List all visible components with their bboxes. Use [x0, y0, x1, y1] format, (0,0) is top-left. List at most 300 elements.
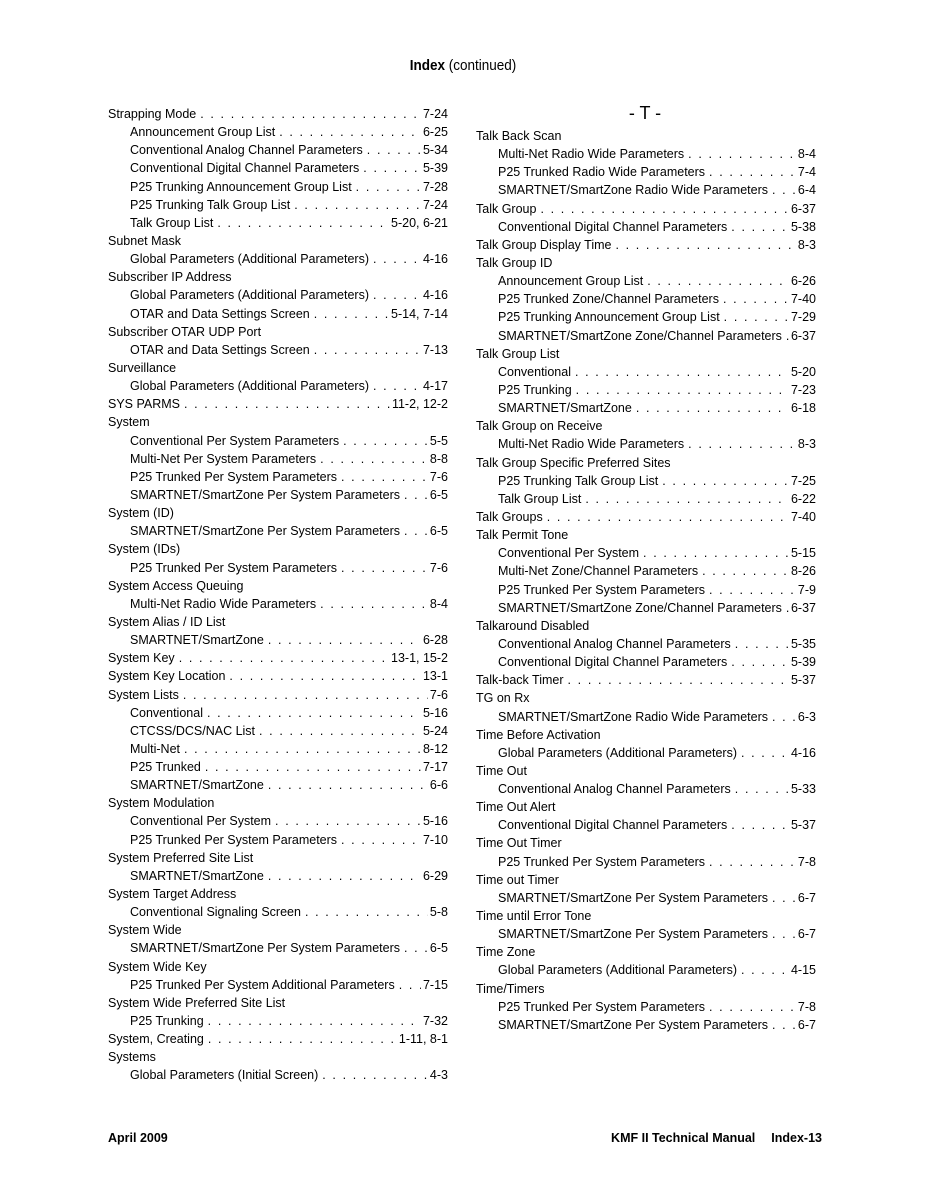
dot-leader — [786, 599, 789, 617]
index-subentry — [108, 559, 448, 577]
dot-leader — [404, 939, 428, 957]
entry-page-ref: 5-15 — [790, 546, 816, 561]
dot-leader — [320, 450, 428, 468]
index-subentry — [108, 214, 448, 232]
entry-term: P25 Trunked Per System Parameters — [498, 582, 706, 597]
entry-term: System (IDs) — [108, 542, 181, 557]
entry-page-ref: 5-5 — [429, 433, 448, 448]
dot-leader — [575, 363, 789, 381]
index-subentry — [108, 903, 448, 921]
index-column-left — [108, 105, 448, 1085]
dot-leader — [731, 816, 789, 834]
dot-leader — [709, 163, 796, 181]
dot-leader — [279, 123, 421, 141]
entry-term: OTAR and Data Settings Screen — [130, 306, 310, 321]
index-subentry — [476, 653, 816, 671]
dot-leader — [268, 631, 421, 649]
index-subentry — [476, 435, 816, 453]
entry-term: Time/Timers — [476, 981, 545, 996]
entry-term: SYS PARMS — [108, 397, 181, 412]
index-subentry — [108, 758, 448, 776]
entry-term: P25 Trunking — [498, 382, 572, 397]
dot-leader — [207, 704, 421, 722]
entry-term: Conventional Analog Channel Parameters — [498, 782, 731, 797]
dot-leader — [179, 649, 389, 667]
entry-page-ref: 7-8 — [797, 854, 816, 869]
index-subentry — [108, 740, 448, 758]
index-entry — [476, 508, 816, 526]
dot-leader — [636, 399, 789, 417]
entry-page-ref: 7-9 — [797, 582, 816, 597]
dot-leader — [772, 889, 796, 907]
entry-term: Global Parameters (Additional Parameters) — [130, 252, 369, 267]
entry-term: Time Zone — [476, 945, 536, 960]
entry-page-ref: 5-37 — [790, 673, 816, 688]
entry-page-ref: 6-5 — [429, 941, 448, 956]
entry-page-ref: 4-3 — [429, 1068, 448, 1083]
entry-page-ref: 6-7 — [797, 927, 816, 942]
entry-term: Global Parameters (Additional Parameters) — [130, 379, 369, 394]
dot-leader — [399, 976, 421, 994]
entry-term: P25 Trunking Announcement Group List — [130, 179, 352, 194]
index-subentry — [476, 744, 816, 762]
entry-term: Global Parameters (Additional Parameters) — [130, 288, 369, 303]
entry-term: Time Out — [476, 763, 527, 778]
entry-term: SMARTNET/SmartZone Per System Parameters — [130, 487, 400, 502]
index-subentry — [476, 599, 816, 617]
dot-leader — [647, 272, 789, 290]
index-entry — [108, 994, 448, 1012]
index-subentry — [108, 631, 448, 649]
entry-term: System Access Queuing — [108, 578, 244, 593]
entry-term: TG on Rx — [476, 691, 530, 706]
footer-manual-title: KMF II Technical Manual — [611, 1131, 756, 1145]
index-entry — [476, 871, 816, 889]
entry-term: Multi-Net Radio Wide Parameters — [498, 437, 685, 452]
dot-leader — [723, 290, 789, 308]
entry-page-ref: 4-17 — [422, 379, 448, 394]
dot-leader — [356, 178, 421, 196]
index-subentry — [476, 708, 816, 726]
index-subentry — [108, 812, 448, 830]
entry-term: P25 Trunked Per System Parameters — [498, 999, 706, 1014]
dot-leader — [772, 708, 796, 726]
entry-term: Conventional Digital Channel Parameters — [498, 219, 728, 234]
footer-date: April 2009 — [108, 1131, 168, 1145]
entry-page-ref: 7-40 — [790, 509, 816, 524]
entry-term: P25 Trunked Per System Parameters — [130, 560, 338, 575]
entry-page-ref: 7-15 — [422, 977, 448, 992]
entry-page-ref: 8-12 — [422, 741, 448, 756]
entry-term: Time out Timer — [476, 872, 559, 887]
entry-page-ref: 5-39 — [790, 655, 816, 670]
index-entry — [108, 413, 448, 431]
entry-term: Time until Error Tone — [476, 909, 592, 924]
entry-page-ref: 4-16 — [422, 252, 448, 267]
index-entry — [108, 686, 448, 704]
entry-term: P25 Trunking Announcement Group List — [498, 310, 720, 325]
entry-term: SMARTNET/SmartZone Zone/Channel Parameters — [498, 600, 782, 615]
entry-page-ref: 5-39 — [422, 161, 448, 176]
dot-leader — [540, 200, 789, 218]
dot-leader — [184, 740, 421, 758]
index-subentry — [476, 363, 816, 381]
dot-leader — [373, 377, 421, 395]
entry-page-ref: 8-3 — [797, 237, 816, 252]
entry-term: System Key — [108, 651, 175, 666]
entry-page-ref: 4-16 — [790, 745, 816, 760]
entry-page-ref: 8-26 — [790, 564, 816, 579]
entry-page-ref: 5-14, 7-14 — [391, 306, 448, 321]
dot-leader — [735, 780, 789, 798]
index-entry — [476, 834, 816, 852]
index-subentry — [108, 250, 448, 268]
entry-term: System Key Location — [108, 669, 226, 684]
entry-term: System (ID) — [108, 506, 174, 521]
dot-leader — [341, 559, 428, 577]
dot-leader — [615, 236, 795, 254]
dot-leader — [772, 1016, 796, 1034]
entry-term: System Wide Key — [108, 959, 207, 974]
entry-page-ref: 5-20, 6-21 — [391, 215, 448, 230]
dot-leader — [724, 308, 789, 326]
page-title-bold: Index — [409, 57, 445, 74]
dot-leader — [184, 395, 390, 413]
entry-page-ref: 7-13 — [422, 342, 448, 357]
entry-term: Subnet Mask — [108, 233, 181, 248]
entry-page-ref: 8-8 — [429, 451, 448, 466]
index-entry — [108, 849, 448, 867]
entry-term: Announcement Group List — [498, 274, 644, 289]
dot-leader — [709, 853, 796, 871]
entry-term: System Alias / ID List — [108, 614, 226, 629]
entry-page-ref: 6-7 — [797, 1017, 816, 1032]
index-entry — [108, 667, 448, 685]
entry-term: System Preferred Site List — [108, 850, 254, 865]
entry-term: P25 Trunking — [130, 1014, 204, 1029]
dot-leader — [576, 381, 789, 399]
entry-term: System Target Address — [108, 887, 237, 902]
index-entry — [476, 526, 816, 544]
entry-page-ref: 11-2, 12-2 — [391, 397, 448, 412]
entry-term: Talk Group ID — [476, 255, 553, 270]
index-entry — [108, 794, 448, 812]
index-subentry — [476, 544, 816, 562]
entry-term: System Wide Preferred Site List — [108, 995, 286, 1010]
index-entry — [108, 1030, 448, 1048]
entry-term: Global Parameters (Additional Parameters) — [498, 745, 737, 760]
index-subentry — [108, 123, 448, 141]
entry-term: Subscriber IP Address — [108, 270, 232, 285]
entry-page-ref: 7-28 — [422, 179, 448, 194]
dot-leader — [709, 581, 796, 599]
dot-leader — [268, 776, 428, 794]
dot-leader — [688, 145, 796, 163]
entry-page-ref: 6-5 — [429, 487, 448, 502]
dot-leader — [305, 903, 428, 921]
dot-leader — [322, 1066, 428, 1084]
entry-term: Systems — [108, 1050, 156, 1065]
index-entry — [108, 921, 448, 939]
index-subentry — [476, 181, 816, 199]
index-subentry — [108, 1066, 448, 1084]
entry-page-ref: 6-18 — [790, 401, 816, 416]
entry-page-ref: 8-4 — [429, 596, 448, 611]
index-subentry — [476, 218, 816, 236]
dot-leader — [772, 181, 796, 199]
index-entry — [108, 885, 448, 903]
entry-page-ref: 7-29 — [790, 310, 816, 325]
entry-page-ref: 7-6 — [429, 560, 448, 575]
dot-leader — [709, 998, 796, 1016]
index-entry — [108, 540, 448, 558]
dot-leader — [294, 196, 421, 214]
entry-term: Time Out Alert — [476, 800, 556, 815]
index-subentry — [476, 998, 816, 1016]
entry-term: Talk Group Display Time — [476, 237, 612, 252]
dot-leader — [314, 305, 389, 323]
dot-leader — [731, 653, 789, 671]
entry-page-ref: 5-24 — [422, 723, 448, 738]
index-subentry — [108, 468, 448, 486]
entry-term: P25 Trunked Per System Additional Parameters — [130, 977, 395, 992]
index-entry — [476, 671, 816, 689]
entry-term: SMARTNET/SmartZone Per System Parameters — [498, 927, 768, 942]
entry-term: SMARTNET/SmartZone Per System Parameters — [130, 941, 400, 956]
index-entry — [108, 613, 448, 631]
entry-term: SMARTNET/SmartZone Radio Wide Parameters — [498, 709, 768, 724]
index-subentry — [108, 704, 448, 722]
dot-leader — [373, 250, 421, 268]
entry-term: Surveillance — [108, 360, 177, 375]
index-entry — [108, 268, 448, 286]
entry-term: P25 Trunked Per System Parameters — [130, 469, 338, 484]
entry-term: Talk Group List — [476, 346, 560, 361]
index-subentry — [476, 562, 816, 580]
index-entry — [108, 323, 448, 341]
entry-page-ref: 6-6 — [429, 778, 448, 793]
entry-term: OTAR and Data Settings Screen — [130, 342, 310, 357]
entry-term: P25 Trunked Per System Parameters — [130, 832, 338, 847]
entry-term: SMARTNET/SmartZone Per System Parameters — [130, 524, 400, 539]
index-subentry — [108, 305, 448, 323]
index-subentry — [476, 889, 816, 907]
entry-page-ref: 5-38 — [790, 219, 816, 234]
index-subentry — [108, 432, 448, 450]
dot-leader — [205, 758, 421, 776]
dot-leader — [547, 508, 789, 526]
index-entry — [476, 617, 816, 635]
entry-page-ref: 6-28 — [422, 633, 448, 648]
entry-page-ref: 6-37 — [790, 600, 816, 615]
index-subentry — [476, 145, 816, 163]
entry-page-ref: 8-4 — [797, 147, 816, 162]
entry-term: Talk Group Specific Preferred Sites — [476, 455, 671, 470]
index-subentry — [476, 490, 816, 508]
index-subentry — [108, 595, 448, 613]
index-entries-right — [476, 127, 816, 1034]
entry-page-ref: 7-40 — [790, 292, 816, 307]
entry-page-ref: 6-37 — [790, 201, 816, 216]
index-entry — [476, 762, 816, 780]
entry-page-ref: 7-10 — [422, 832, 448, 847]
entry-page-ref: 7-4 — [797, 165, 816, 180]
dot-leader — [341, 468, 428, 486]
index-entry — [108, 1048, 448, 1066]
index-subentry — [476, 816, 816, 834]
entry-term: SMARTNET/SmartZone — [130, 633, 264, 648]
entry-page-ref: 7-23 — [790, 382, 816, 397]
entry-term: System Wide — [108, 923, 182, 938]
index-subentry — [108, 159, 448, 177]
dot-leader — [568, 671, 789, 689]
index-entry — [108, 105, 448, 123]
index-subentry — [108, 522, 448, 540]
entry-term: Talk Group on Receive — [476, 419, 603, 434]
entry-term: Conventional — [498, 364, 571, 379]
entry-term: Conventional Digital Channel Parameters — [498, 818, 728, 833]
entry-term: Conventional Digital Channel Parameters — [130, 161, 360, 176]
index-subentry — [476, 381, 816, 399]
entry-term: Conventional Digital Channel Parameters — [498, 655, 728, 670]
entry-page-ref: 7-32 — [422, 1014, 448, 1029]
index-subentry — [476, 399, 816, 417]
dot-leader — [741, 961, 789, 979]
entry-term: System Modulation — [108, 796, 215, 811]
dot-leader — [320, 595, 428, 613]
index-subentry — [108, 178, 448, 196]
entry-page-ref: 4-16 — [422, 288, 448, 303]
section-letter: - T - — [628, 103, 662, 123]
index-entry — [476, 980, 816, 998]
entry-term: Conventional Analog Channel Parameters — [130, 143, 363, 158]
dot-leader — [688, 435, 796, 453]
entry-term: Conventional Per System — [130, 814, 272, 829]
entry-term: System Lists — [108, 687, 179, 702]
entry-page-ref: 5-20 — [790, 364, 816, 379]
entry-term: Time Before Activation — [476, 727, 601, 742]
entry-term: Talk Groups — [476, 509, 543, 524]
entry-page-ref: 6-3 — [797, 709, 816, 724]
entry-page-ref: 6-29 — [422, 868, 448, 883]
index-subentry — [476, 581, 816, 599]
index-subentry — [476, 327, 816, 345]
dot-leader — [731, 218, 789, 236]
index-entry — [476, 200, 816, 218]
entry-term: System — [108, 415, 150, 430]
entry-term: Multi-Net Zone/Channel Parameters — [498, 564, 699, 579]
index-subentry — [108, 939, 448, 957]
entry-term: SMARTNET/SmartZone Per System Parameters — [498, 1017, 768, 1032]
index-subentry — [108, 776, 448, 794]
dot-leader — [268, 867, 421, 885]
entry-term: SMARTNET/SmartZone — [130, 868, 264, 883]
entry-term: P25 Trunking Talk Group List — [498, 473, 659, 488]
entry-page-ref: 7-8 — [797, 999, 816, 1014]
entry-term: Global Parameters (Initial Screen) — [130, 1068, 319, 1083]
entry-page-ref: 13-1, 15-2 — [391, 651, 448, 666]
entry-page-ref: 5-16 — [422, 814, 448, 829]
entry-page-ref: 5-8 — [429, 905, 448, 920]
index-entry — [108, 649, 448, 667]
index-entry — [108, 577, 448, 595]
index-entry — [476, 454, 816, 472]
entry-page-ref: 6-7 — [797, 890, 816, 905]
entry-term: System, Creating — [108, 1032, 204, 1047]
dot-leader — [786, 327, 789, 345]
entry-page-ref: 6-37 — [790, 328, 816, 343]
dot-leader — [404, 522, 428, 540]
index-subentry — [476, 472, 816, 490]
dot-leader — [643, 544, 789, 562]
dot-leader — [367, 141, 421, 159]
entry-page-ref: 8-3 — [797, 437, 816, 452]
entry-term: Talk Back Scan — [476, 129, 562, 143]
index-entry — [476, 254, 816, 272]
entry-term: Multi-Net Radio Wide Parameters — [498, 147, 685, 162]
index-subentry — [476, 1016, 816, 1034]
index-subentry — [108, 341, 448, 359]
entry-term: Conventional — [130, 705, 203, 720]
entry-term: Talk Group List — [498, 491, 582, 506]
entry-page-ref: 4-15 — [790, 963, 816, 978]
index-subentry — [476, 290, 816, 308]
index-subentry — [476, 272, 816, 290]
entry-term: Conventional Signaling Screen — [130, 905, 301, 920]
index-subentry — [108, 377, 448, 395]
entry-term: Multi-Net Per System Parameters — [130, 451, 317, 466]
index-subentry — [108, 1012, 448, 1030]
entry-term: Conventional Per System — [498, 546, 640, 561]
entry-page-ref: 5-37 — [790, 818, 816, 833]
footer-page-number: Index-13 — [771, 1131, 822, 1145]
index-subentry — [476, 925, 816, 943]
index-subentry — [108, 486, 448, 504]
entry-term: P25 Trunked Per System Parameters — [498, 854, 706, 869]
entry-page-ref: 13-1 — [422, 669, 448, 684]
entry-page-ref: 5-33 — [790, 782, 816, 797]
index-subentry — [108, 722, 448, 740]
index-entry — [476, 689, 816, 707]
dot-leader — [208, 1030, 397, 1048]
entry-term: Conventional Analog Channel Parameters — [498, 636, 731, 651]
index-subentry — [476, 308, 816, 326]
dot-leader — [343, 432, 428, 450]
entry-term: Talk-back Timer — [476, 673, 564, 688]
page-title — [46, 57, 879, 74]
entry-page-ref: 6-5 — [429, 524, 448, 539]
entry-page-ref: 7-6 — [429, 687, 448, 702]
index-entry — [108, 504, 448, 522]
entry-page-ref: 6-22 — [790, 491, 816, 506]
entry-page-ref: 5-16 — [422, 705, 448, 720]
dot-leader — [772, 925, 796, 943]
entry-page-ref: 7-25 — [790, 473, 816, 488]
entry-term: Multi-Net Radio Wide Parameters — [130, 596, 317, 611]
dot-leader — [373, 286, 421, 304]
index-subentry — [476, 853, 816, 871]
entry-page-ref: 6-4 — [797, 183, 816, 198]
entry-page-ref: 7-24 — [422, 107, 448, 121]
index-subentry — [476, 961, 816, 979]
index-entry — [476, 907, 816, 925]
index-subentry — [108, 831, 448, 849]
entry-term: Strapping Mode — [108, 107, 197, 121]
entry-term: P25 Trunked Zone/Channel Parameters — [498, 292, 719, 307]
entry-term: Talk Group — [476, 201, 537, 216]
entry-term: SMARTNET/SmartZone Zone/Channel Parameters — [498, 328, 782, 343]
entry-page-ref: 5-35 — [790, 636, 816, 651]
